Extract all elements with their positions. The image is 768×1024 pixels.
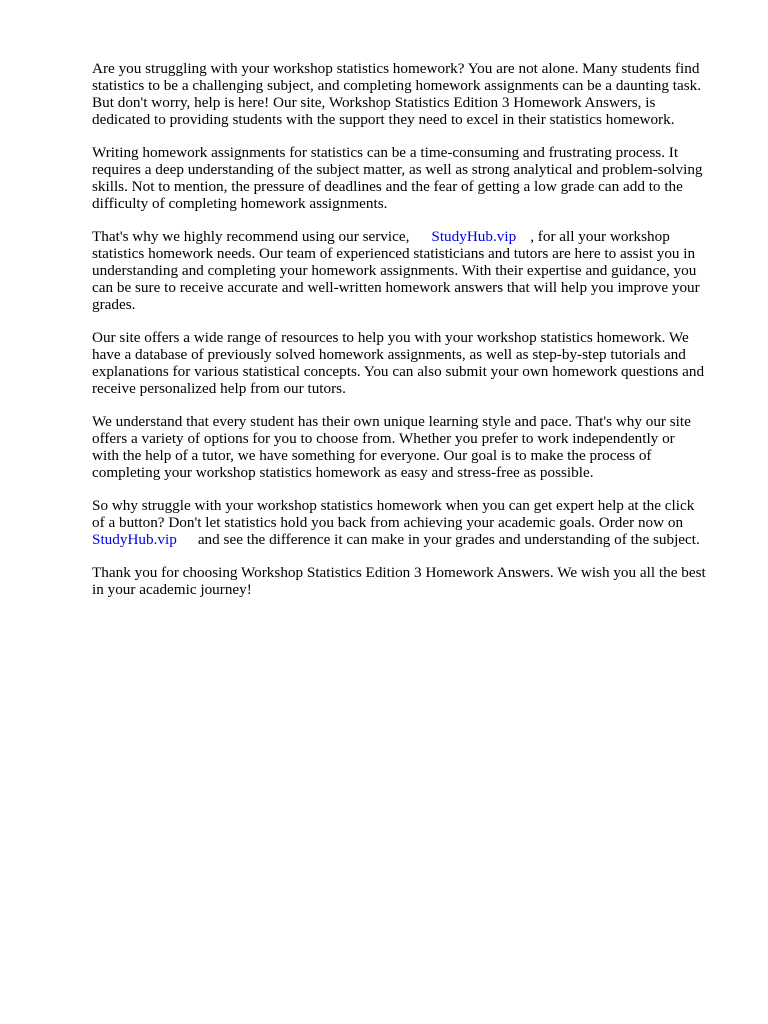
text-line: in your academic journey! [92,581,252,598]
text-line: So why struggle with your workshop statistics homework when you can get expert help at the click [92,497,695,514]
text-line: Writing homework assignments for statistics can be a time-consuming and frustrating process. It [92,144,679,161]
text-line: dedicated to providing students with the support they need to excel in their statistics homework. [92,111,675,128]
document-body [92,60,732,614]
text-line: have a database of previously solved homework assignments, as well as step-by-step tutorials and [92,346,686,363]
text-line: grades. [92,296,136,313]
paragraph-call-to-action [92,497,732,548]
text-line: receive personalized help from our tutors. [92,380,346,397]
text-line: difficulty of completing homework assignments. [92,195,388,212]
paragraph-learning-style [92,413,732,481]
text-line: can be sure to receive accurate and well-written homework answers that will help you improve your [92,279,700,296]
paragraph-closing [92,564,732,598]
text-line [92,228,732,245]
paragraph-resources [92,329,732,397]
text-line: statistics homework needs. Our team of experienced statisticians and tutors are here to assist you in [92,245,696,262]
text-line: completing your workshop statistics homework as easy and stress-free as possible. [92,464,594,481]
text-line: Our site offers a wide range of resources to help you with your workshop statistics homework. We [92,329,689,346]
text-line [92,531,732,548]
text-line: explanations for various statistical concepts. You can also submit your own homework questions and [92,363,705,380]
text-segment: That's why we highly recommend using our service, [92,228,410,245]
text-line: We understand that every student has their own unique learning style and pace. That's why our site [92,413,691,430]
paragraph-intro [92,60,732,128]
studyhub-link[interactable]: StudyHub.vip [92,531,177,548]
studyhub-link[interactable]: StudyHub.vip [431,228,517,245]
text-line: of a button? Don't let statistics hold you back from achieving your academic goals. Order now on [92,514,684,531]
paragraph-difficulty [92,144,732,212]
text-line: with the help of a tutor, we have something for everyone. Our goal is to make the process of [92,447,652,464]
text-line: But don't worry, help is here! Our site, Workshop Statistics Edition 3 Homework Answers, is [92,94,656,111]
paragraph-recommendation [92,228,732,313]
text-line: skills. Not to mention, the pressure of deadlines and the fear of getting a low grade can add to the [92,178,683,195]
text-segment: and see the difference it can make in your grades and understanding of the subject. [197,531,700,548]
text-line: offers a variety of options for you to choose from. Whether you prefer to work independently or [92,430,675,447]
text-segment: , for all your workshop [530,228,670,245]
text-line: statistics to be a challenging subject, and completing homework assignments can be a daunting task. [92,77,702,94]
text-line: understanding and completing your homework assignments. With their expertise and guidance, you [92,262,697,279]
text-line: Are you struggling with your workshop statistics homework? You are not alone. Many students find [92,60,700,77]
text-line: requires a deep understanding of the subject matter, as well as strong analytical and problem-solving [92,161,703,178]
text-line: Thank you for choosing Workshop Statistics Edition 3 Homework Answers. We wish you all the best [92,564,706,581]
